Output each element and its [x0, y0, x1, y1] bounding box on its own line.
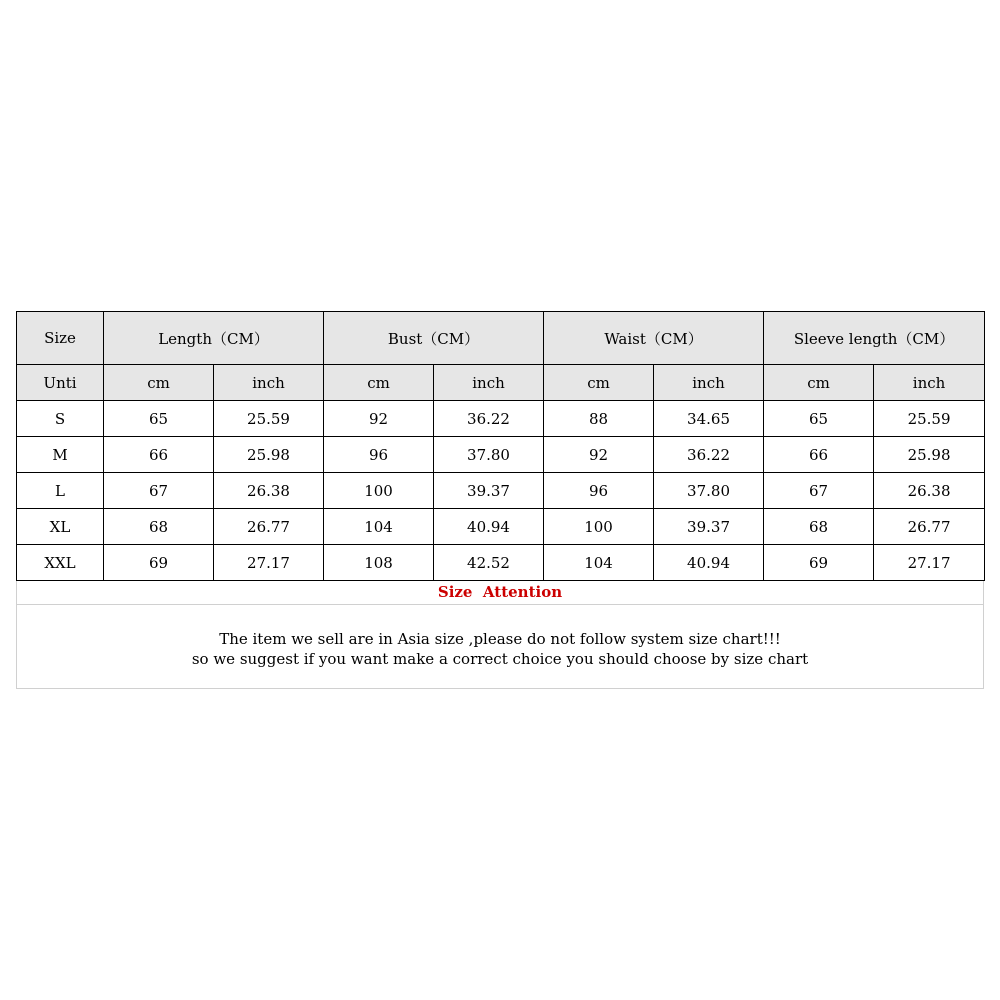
size-label: XXL [17, 545, 104, 581]
table-cell: 36.22 [434, 401, 544, 437]
table-cell: 25.59 [874, 401, 985, 437]
table-cell: 67 [104, 473, 214, 509]
table-cell: 26.38 [214, 473, 324, 509]
table-cell: 39.37 [434, 473, 544, 509]
table-cell: 108 [324, 545, 434, 581]
table-cell: 25.98 [874, 437, 985, 473]
size-label: S [17, 401, 104, 437]
attention-line-2: so we suggest if you want make a correct choice you should choose by size chart [191, 650, 809, 668]
table-row [17, 545, 985, 581]
header-length: Length（CM） [104, 312, 324, 365]
table-cell: 100 [544, 509, 654, 545]
header-size: Size [17, 312, 104, 365]
table-cell: 26.77 [214, 509, 324, 545]
unit-label: Unti [17, 365, 104, 401]
table-cell: 92 [544, 437, 654, 473]
unit-cell: cm [544, 365, 654, 401]
table-cell: 68 [764, 509, 874, 545]
attention-line-1: The item we sell are in Asia size ,please do not follow system size chart!!! [219, 630, 781, 648]
unit-cell: inch [214, 365, 324, 401]
table-cell: 37.80 [654, 473, 764, 509]
table-cell: 104 [324, 509, 434, 545]
table-cell: 96 [544, 473, 654, 509]
size-label: L [17, 473, 104, 509]
table-cell: 104 [544, 545, 654, 581]
size-attention-text [17, 605, 983, 669]
size-label: M [17, 437, 104, 473]
header-sleeve-length: Sleeve length（CM） [764, 312, 985, 365]
unit-cell: inch [434, 365, 544, 401]
table-cell: 40.94 [434, 509, 544, 545]
table-cell: 39.37 [654, 509, 764, 545]
table-cell: 42.52 [434, 545, 544, 581]
table-cell: 25.98 [214, 437, 324, 473]
table-cell: 34.65 [654, 401, 764, 437]
table-row [17, 509, 985, 545]
table-cell: 40.94 [654, 545, 764, 581]
table-cell: 69 [764, 545, 874, 581]
unit-cell: cm [104, 365, 214, 401]
table-row [17, 401, 985, 437]
unit-row [17, 365, 985, 401]
table-cell: 27.17 [874, 545, 985, 581]
size-attention-box [16, 581, 984, 689]
table-cell: 37.80 [434, 437, 544, 473]
table-cell: 92 [324, 401, 434, 437]
unit-cell: inch [874, 365, 985, 401]
table-cell: 67 [764, 473, 874, 509]
header-row [17, 312, 985, 365]
table-cell: 25.59 [214, 401, 324, 437]
table-row [17, 473, 985, 509]
table-cell: 96 [324, 437, 434, 473]
table-cell: 88 [544, 401, 654, 437]
header-waist: Waist（CM） [544, 312, 764, 365]
unit-cell: cm [764, 365, 874, 401]
size-chart-table [16, 311, 985, 581]
table-cell: 66 [764, 437, 874, 473]
unit-cell: inch [654, 365, 764, 401]
table-cell: 66 [104, 437, 214, 473]
table-row [17, 437, 985, 473]
size-attention-title: Size Attention [17, 581, 983, 605]
table-cell: 36.22 [654, 437, 764, 473]
table-cell: 65 [104, 401, 214, 437]
table-cell: 27.17 [214, 545, 324, 581]
unit-cell: cm [324, 365, 434, 401]
table-cell: 65 [764, 401, 874, 437]
header-bust: Bust（CM） [324, 312, 544, 365]
table-cell: 100 [324, 473, 434, 509]
table-cell: 26.38 [874, 473, 985, 509]
size-label: XL [17, 509, 104, 545]
table-cell: 26.77 [874, 509, 985, 545]
table-cell: 69 [104, 545, 214, 581]
table-cell: 68 [104, 509, 214, 545]
